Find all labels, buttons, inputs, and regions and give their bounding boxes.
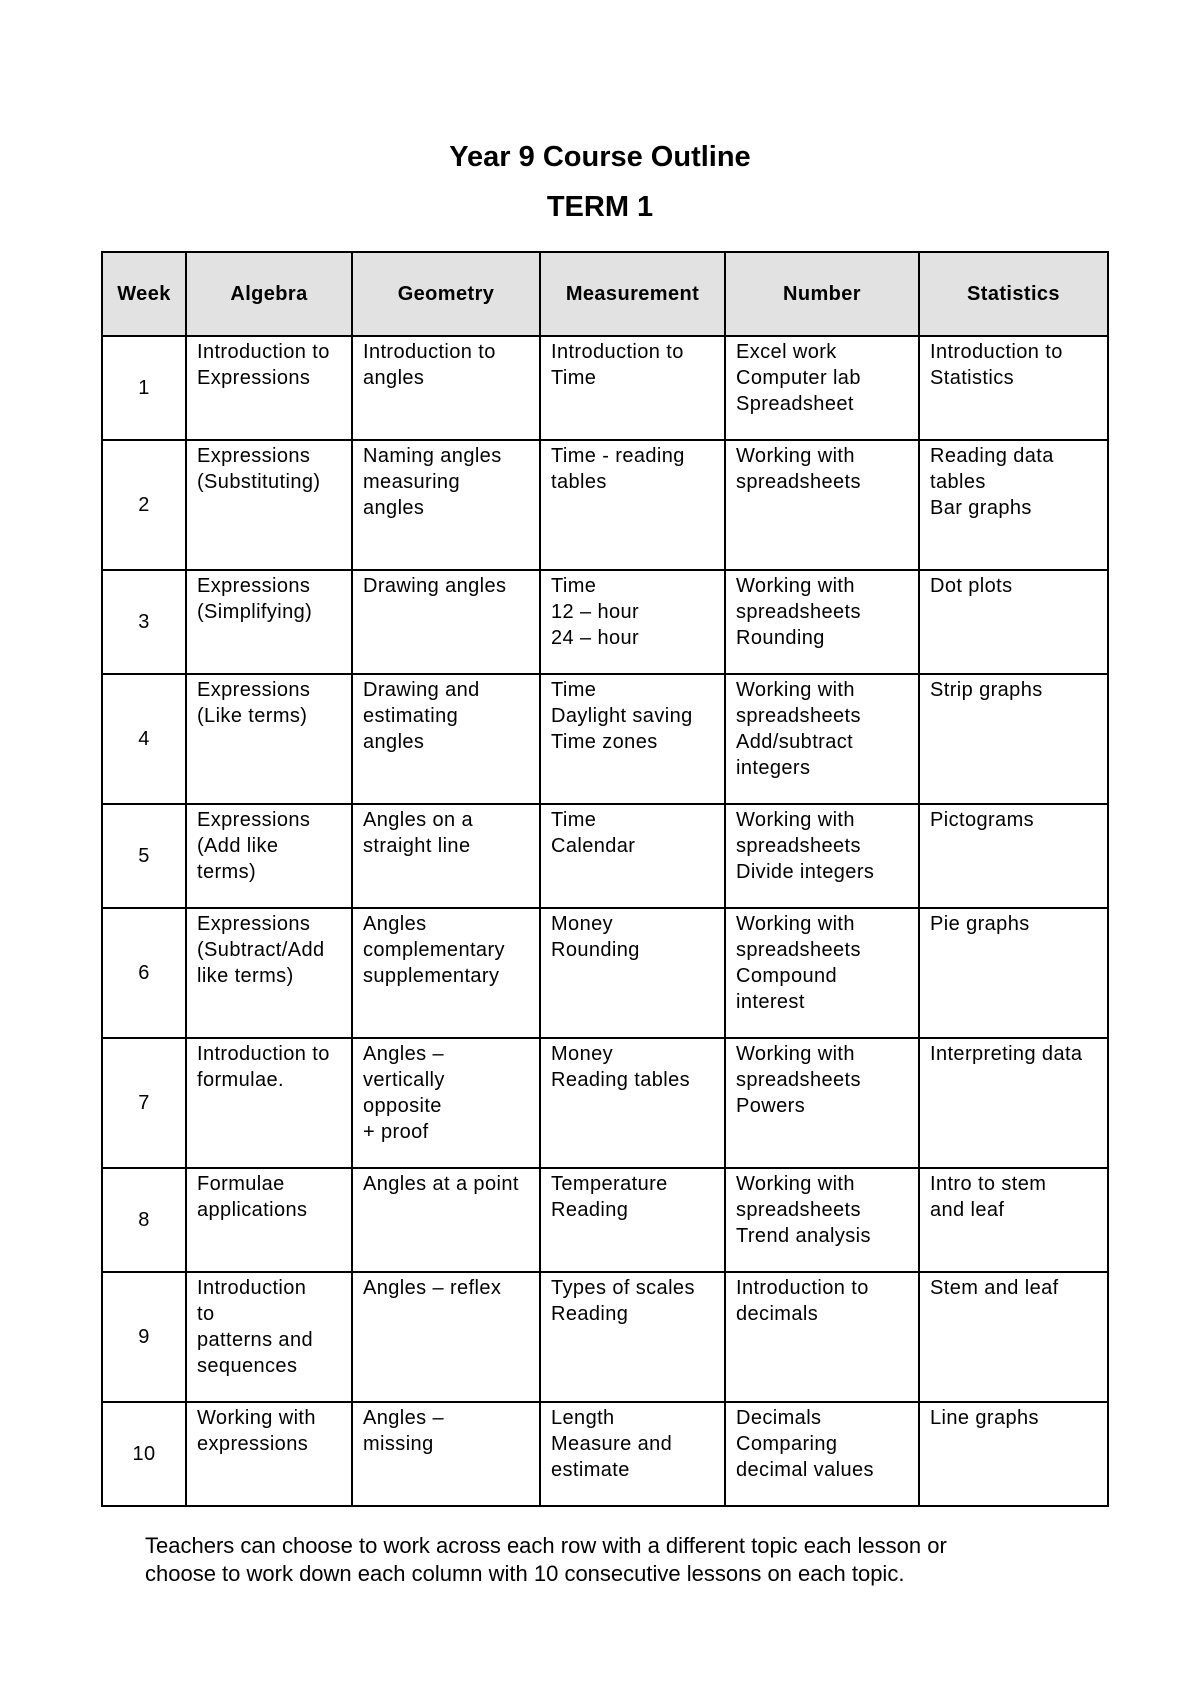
number-cell — [725, 570, 919, 674]
number-cell — [725, 674, 919, 804]
cell-line: Reading tables — [551, 1069, 691, 1091]
cell-line: and leaf — [930, 1199, 1005, 1221]
measurement-cell — [540, 1038, 725, 1168]
cell-line: Expressions — [197, 809, 311, 831]
week-number: 1 — [102, 336, 186, 440]
cell-line: (Add like — [197, 835, 279, 857]
cell-line: Decimals — [736, 1407, 822, 1429]
statistics-cell — [919, 908, 1108, 1038]
week-number: 2 — [102, 440, 186, 570]
course-outline-table — [101, 251, 1109, 1507]
algebra-cell — [186, 1038, 352, 1168]
cell-line: Time - reading — [551, 445, 685, 467]
cell-line: (Subtract/Add — [197, 939, 325, 961]
cell-line: Angles – — [363, 1043, 445, 1065]
cell-line: Divide integers — [736, 861, 875, 883]
cell-line: Working with — [736, 913, 855, 935]
footer-note — [145, 1532, 1105, 1588]
cell-line: Powers — [736, 1095, 806, 1117]
header-number: Number — [725, 252, 919, 336]
cell-line: + proof — [363, 1121, 429, 1143]
week-number: 4 — [102, 674, 186, 804]
cell-line: tables — [930, 471, 986, 493]
cell-line: Expressions — [197, 575, 311, 597]
cell-line: Time — [551, 367, 597, 389]
table-row — [102, 570, 1108, 674]
cell-line: Time zones — [551, 731, 658, 753]
cell-line: Angles – — [363, 1407, 445, 1429]
number-cell — [725, 1038, 919, 1168]
table-row — [102, 804, 1108, 908]
cell-line: Types of scales — [551, 1277, 695, 1299]
algebra-cell — [186, 440, 352, 570]
cell-line: Angles — [363, 913, 427, 935]
term-heading: TERM 1 — [546, 191, 654, 223]
number-cell — [725, 1402, 919, 1506]
geometry-cell — [352, 1168, 540, 1272]
geometry-cell — [352, 908, 540, 1038]
footer-note-line: choose to work down each column with 10 consecutive lessons on each topic. — [145, 1561, 905, 1586]
cell-line: (Substituting) — [197, 471, 321, 493]
cell-line: Introduction to — [197, 1043, 330, 1065]
footer-note-line: Teachers can choose to work across each row with a different topic each lesson or — [145, 1533, 947, 1558]
algebra-cell — [186, 1272, 352, 1402]
cell-line: Excel work — [736, 341, 837, 363]
cell-line: expressions — [197, 1433, 309, 1455]
table-row — [102, 1402, 1108, 1506]
cell-line: 24 – hour — [551, 627, 640, 649]
week-number: 8 — [102, 1168, 186, 1272]
cell-line: Spreadsheet — [736, 393, 854, 415]
cell-line: Trend analysis — [736, 1225, 871, 1247]
geometry-cell — [352, 336, 540, 440]
cell-line: Reading — [551, 1303, 629, 1325]
cell-line: sequences — [197, 1355, 298, 1377]
geometry-cell — [352, 804, 540, 908]
cell-line: Intro to stem — [930, 1173, 1047, 1195]
cell-line: Line graphs — [930, 1407, 1039, 1429]
cell-line: straight line — [363, 835, 471, 857]
statistics-cell — [919, 440, 1108, 570]
measurement-cell — [540, 674, 725, 804]
cell-line: complementary — [363, 939, 505, 961]
cell-line: applications — [197, 1199, 308, 1221]
number-cell — [725, 804, 919, 908]
cell-line: Drawing and — [363, 679, 480, 701]
table-row — [102, 1038, 1108, 1168]
statistics-cell — [919, 1272, 1108, 1402]
table-row — [102, 336, 1108, 440]
statistics-cell — [919, 1402, 1108, 1506]
cell-line: Time — [551, 809, 597, 831]
cell-line: interest — [736, 991, 805, 1013]
cell-line: angles — [363, 731, 425, 753]
cell-line: Angles – reflex — [363, 1277, 502, 1299]
geometry-cell — [352, 674, 540, 804]
cell-line: decimal values — [736, 1459, 874, 1481]
cell-line: Stem and leaf — [930, 1277, 1059, 1299]
cell-line: Naming angles — [363, 445, 502, 467]
cell-line: Introduction to — [736, 1277, 869, 1299]
measurement-cell — [540, 804, 725, 908]
cell-line: Computer lab — [736, 367, 861, 389]
measurement-cell — [540, 1402, 725, 1506]
cell-line: Working with — [197, 1407, 316, 1429]
week-number: 6 — [102, 908, 186, 1038]
number-cell — [725, 1168, 919, 1272]
table-row — [102, 1168, 1108, 1272]
cell-line: Angles on a — [363, 809, 474, 831]
cell-line: angles — [363, 367, 425, 389]
cell-line: Introduction to — [551, 341, 684, 363]
table-row — [102, 440, 1108, 570]
cell-line: Expressions — [197, 367, 311, 389]
cell-line: Measure and — [551, 1433, 673, 1455]
cell-line: patterns and — [197, 1329, 313, 1351]
cell-line: Expressions — [197, 445, 311, 467]
cell-line: 12 – hour — [551, 601, 640, 623]
cell-line: Time — [551, 575, 597, 597]
cell-line: Introduction to — [197, 341, 330, 363]
measurement-cell — [540, 336, 725, 440]
algebra-cell — [186, 804, 352, 908]
geometry-cell — [352, 1272, 540, 1402]
geometry-cell — [352, 440, 540, 570]
cell-line: estimating — [363, 705, 459, 727]
measurement-cell — [540, 570, 725, 674]
cell-line: tables — [551, 471, 607, 493]
measurement-cell — [540, 440, 725, 570]
cell-line: vertically — [363, 1069, 445, 1091]
cell-line: Compound — [736, 965, 838, 987]
measurement-cell — [540, 908, 725, 1038]
cell-line: Working with — [736, 1173, 855, 1195]
cell-line: Formulae — [197, 1173, 285, 1195]
cell-line: to — [197, 1303, 215, 1325]
algebra-cell — [186, 570, 352, 674]
measurement-cell — [540, 1272, 725, 1402]
cell-line: Expressions — [197, 913, 311, 935]
cell-line: Rounding — [736, 627, 825, 649]
statistics-cell — [919, 804, 1108, 908]
algebra-cell — [186, 908, 352, 1038]
cell-line: Pie graphs — [930, 913, 1030, 935]
cell-line: Drawing angles — [363, 575, 507, 597]
cell-line: Introduction to — [363, 341, 496, 363]
number-cell — [725, 1272, 919, 1402]
header-week: Week — [102, 252, 186, 336]
cell-line: Rounding — [551, 939, 640, 961]
cell-line: formulae. — [197, 1069, 284, 1091]
algebra-cell — [186, 336, 352, 440]
cell-line: spreadsheets — [736, 705, 861, 727]
measurement-cell — [540, 1168, 725, 1272]
statistics-cell — [919, 570, 1108, 674]
cell-line: spreadsheets — [736, 835, 861, 857]
week-number: 9 — [102, 1272, 186, 1402]
cell-line: angles — [363, 497, 425, 519]
cell-line: spreadsheets — [736, 1199, 861, 1221]
cell-line: Bar graphs — [930, 497, 1032, 519]
header-algebra: Algebra — [186, 252, 352, 336]
cell-line: Temperature — [551, 1173, 668, 1195]
cell-line: like terms) — [197, 965, 294, 987]
geometry-cell — [352, 570, 540, 674]
cell-line: Calendar — [551, 835, 636, 857]
cell-line: spreadsheets — [736, 471, 861, 493]
cell-line: Angles at a point — [363, 1173, 519, 1195]
cell-line: Working with — [736, 445, 855, 467]
cell-line: Introduction to — [930, 341, 1063, 363]
cell-line: integers — [736, 757, 811, 779]
cell-line: Working with — [736, 679, 855, 701]
statistics-cell — [919, 1038, 1108, 1168]
cell-line: Money — [551, 1043, 614, 1065]
cell-line: spreadsheets — [736, 1069, 861, 1091]
cell-line: Daylight saving — [551, 705, 693, 727]
cell-line: (Like terms) — [197, 705, 308, 727]
cell-line: Working with — [736, 1043, 855, 1065]
cell-line: Comparing — [736, 1433, 838, 1455]
cell-line: Pictograms — [930, 809, 1035, 831]
cell-line: Length — [551, 1407, 615, 1429]
cell-line: spreadsheets — [736, 939, 861, 961]
algebra-cell — [186, 1168, 352, 1272]
cell-line: Add/subtract — [736, 731, 854, 753]
cell-line: terms) — [197, 861, 257, 883]
cell-line: Dot plots — [930, 575, 1013, 597]
cell-line: Introduction — [197, 1277, 307, 1299]
cell-line: Reading — [551, 1199, 629, 1221]
cell-line: opposite — [363, 1095, 442, 1117]
table-row — [102, 908, 1108, 1038]
cell-line: missing — [363, 1433, 434, 1455]
cell-line: Statistics — [930, 367, 1015, 389]
statistics-cell — [919, 336, 1108, 440]
cell-line: Money — [551, 913, 614, 935]
cell-line: estimate — [551, 1459, 630, 1481]
header-statistics: Statistics — [919, 252, 1108, 336]
cell-line: supplementary — [363, 965, 500, 987]
number-cell — [725, 908, 919, 1038]
table-header-row — [102, 252, 1108, 336]
cell-line: spreadsheets — [736, 601, 861, 623]
cell-line: Working with — [736, 809, 855, 831]
cell-line: Strip graphs — [930, 679, 1043, 701]
table-row — [102, 1272, 1108, 1402]
cell-line: decimals — [736, 1303, 819, 1325]
cell-line: Working with — [736, 575, 855, 597]
cell-line: Expressions — [197, 679, 311, 701]
header-measurement: Measurement — [540, 252, 725, 336]
algebra-cell — [186, 1402, 352, 1506]
number-cell — [725, 440, 919, 570]
header-geometry: Geometry — [352, 252, 540, 336]
cell-line: Interpreting data — [930, 1043, 1083, 1065]
statistics-cell — [919, 1168, 1108, 1272]
statistics-cell — [919, 674, 1108, 804]
cell-line: (Simplifying) — [197, 601, 313, 623]
week-number: 3 — [102, 570, 186, 674]
cell-line: measuring — [363, 471, 460, 493]
week-number: 10 — [102, 1402, 186, 1506]
number-cell — [725, 336, 919, 440]
document-title: Year 9 Course Outline — [449, 141, 751, 173]
cell-line: Reading data — [930, 445, 1054, 467]
geometry-cell — [352, 1402, 540, 1506]
cell-line: Time — [551, 679, 597, 701]
table-row — [102, 674, 1108, 804]
week-number: 7 — [102, 1038, 186, 1168]
week-number: 5 — [102, 804, 186, 908]
algebra-cell — [186, 674, 352, 804]
geometry-cell — [352, 1038, 540, 1168]
